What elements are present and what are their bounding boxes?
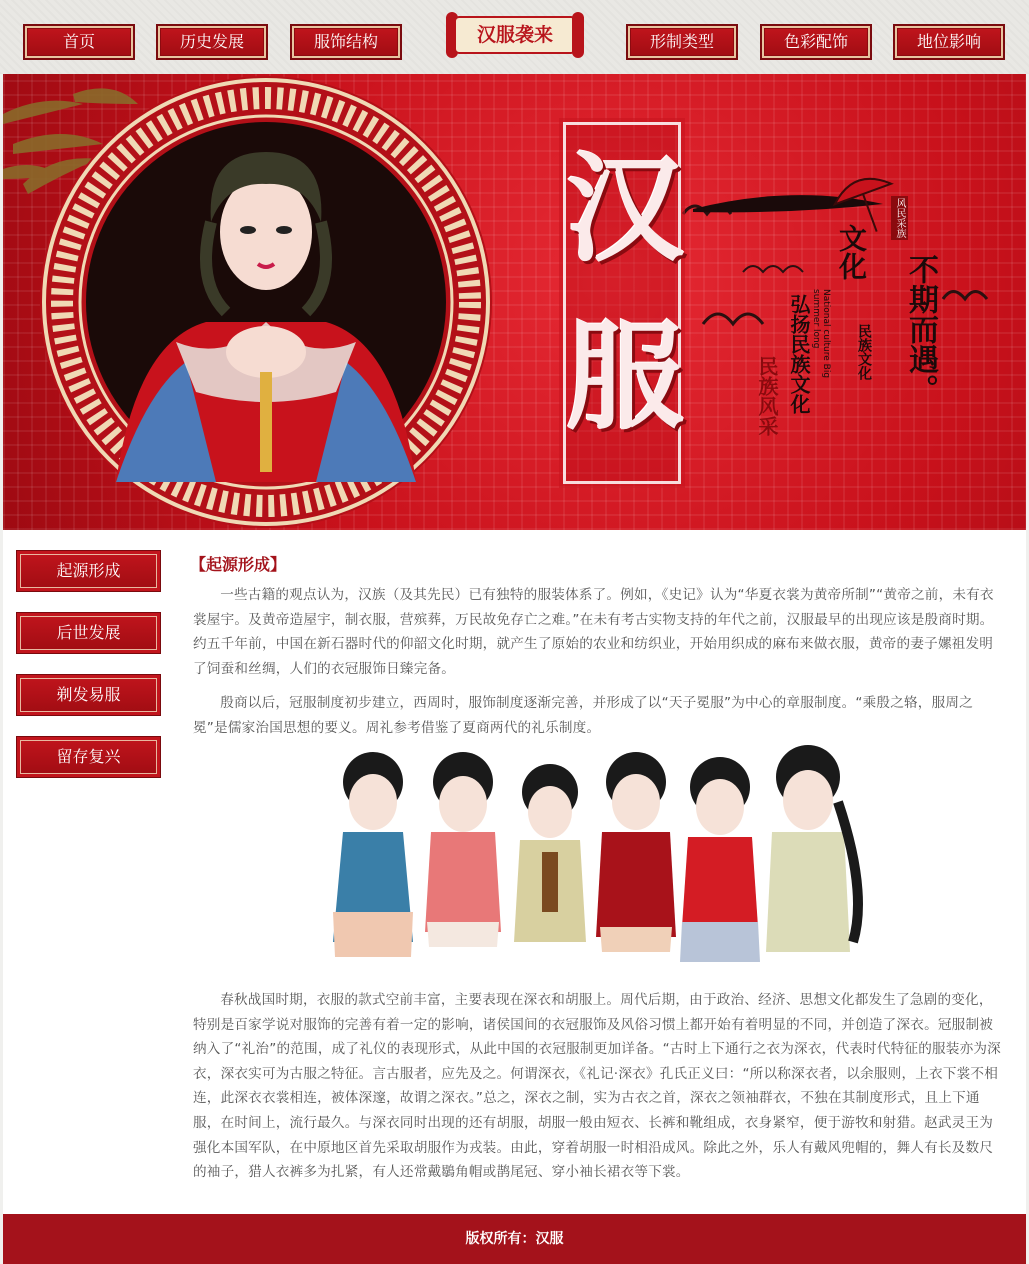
wave-icon (743, 266, 803, 272)
girl-figure-4 (596, 752, 676, 952)
paragraph-1: 一些古籍的观点认为，汉族（及其先民）已有独特的服装体系了。例如，《史记》认为“华夏衣裳为黄帝所制”“黄帝之前，未有衣裳屋宇。及黄帝造屋宇，制衣服，营殡葬，万民故免存亡之难。”在未有考古实物支持的年代之前，汉服最早的出现应该是殷商时期。约五千年前，中国在新石器时代的仰韶文化时期，就产生了原始的农业和纺织业，开始用织成的麻布来做衣服，黄帝的妻子嫘祖发明了饲蚕和丝绸，人们的衣冠服饰日臻完备。 (193, 587, 994, 677)
slogan-style: 民族风采 (755, 356, 779, 436)
hero-banner (3, 74, 1026, 530)
footer-copyright: 版权所有：汉服 (3, 1214, 1026, 1264)
paragraph-2: 殷商以后，冠服制度初步建立，西周时，服饰制度逐渐完善，并形成了以“天子冕服”为中心的章服制度。“乘殷之辂，服周之冕”是儒家治国思想的要义。周礼参考借鉴了夏商两代的礼乐制度。 (193, 695, 973, 736)
sidebar-item-origin[interactable]: 起源形成 (16, 550, 161, 592)
nav-colors[interactable]: 色彩配饰 (760, 24, 872, 60)
slogan-folk: 民族文化 (856, 324, 872, 380)
slogan-culture: 文化 (835, 224, 868, 280)
girl-figure-3 (514, 764, 586, 942)
slogan-meet: 不期而遇。 (903, 254, 938, 404)
sidebar-item-revival[interactable]: 留存复兴 (16, 736, 161, 778)
nav-home[interactable]: 首页 (23, 24, 135, 60)
slogan-promote: 弘扬民族文化 (787, 294, 811, 414)
banner-illustration (3, 74, 1026, 530)
nav-influence[interactable]: 地位影响 (893, 24, 1005, 60)
girl-figure-6 (766, 745, 858, 952)
paragraph-3: 春秋战国时期，衣服的款式空前丰富，主要表现在深衣和胡服上。周代后期，由于政治、经济、思想文化都发生了急剧的变化，特别是百家学说对服饰的完善有着一定的影响，诸侯国间的衣冠服饰及风俗习惯上都开始有着明显的不同，并创造了深衣。冠服制被纳入了“礼治”的范围，成了礼仪的表现形式，从此中国的衣冠服制更加详备。“古时上下通行之衣为深衣，代表时代特征的服装亦为深衣，深衣实可为古服之特征。言古服者，应先及之。何谓深衣，《礼记·深衣》孔氏正义曰：“所以称深衣者，以余服则，上衣下裳不相连，此深衣衣裳相连，被体深邃，故谓之深衣。”总之，深衣之制，实为古衣之首，深衣之领袖群衣，不独在其制度形式，且上下通服，在时间上，流行最久。与深衣同时出现的还有胡服，胡服一般由短衣、长裤和靴组成，衣身紧窄，便于游牧和射猎。赵武灵王为强化本国军队，在中原地区首先采取胡服作为戎装。由此，穿着胡服一时相沿成风。除此之外，乐人有戴风兜帽的，舞人有长及数尺的袖子，猎人衣裤多为扎紧，有人还常戴鶡角帽或鹊尾冠、穿小袖长裙衣等下裳。 (193, 992, 1001, 1181)
banner-title-top: 汉 (566, 139, 685, 278)
logo-text: 汉服袭来 (454, 16, 576, 54)
nav-types[interactable]: 形制类型 (626, 24, 738, 60)
medallion-frame (40, 76, 492, 528)
sidebar-item-later-development[interactable]: 后世发展 (16, 612, 161, 654)
banner-title-bottom: 服 (566, 307, 685, 446)
section-title: 【起源形成】 (190, 555, 287, 574)
scroll-roll-right (572, 12, 584, 58)
girl-figure-5 (680, 757, 760, 962)
nav-history[interactable]: 历史发展 (156, 24, 268, 60)
sidebar-item-hair-clothing-edict[interactable]: 剃发易服 (16, 674, 161, 716)
site-logo[interactable] (446, 10, 584, 60)
hanfu-girls-illustration (328, 742, 868, 972)
nav-structure[interactable]: 服饰结构 (290, 24, 402, 60)
top-navigation (0, 0, 1029, 74)
tag-small: 风民采族 (891, 196, 908, 240)
girl-figure-1 (333, 752, 413, 957)
girl-figure-2 (425, 752, 501, 947)
english-caption: National culture Big summer long (811, 289, 831, 379)
banner-title-frame (563, 122, 685, 484)
